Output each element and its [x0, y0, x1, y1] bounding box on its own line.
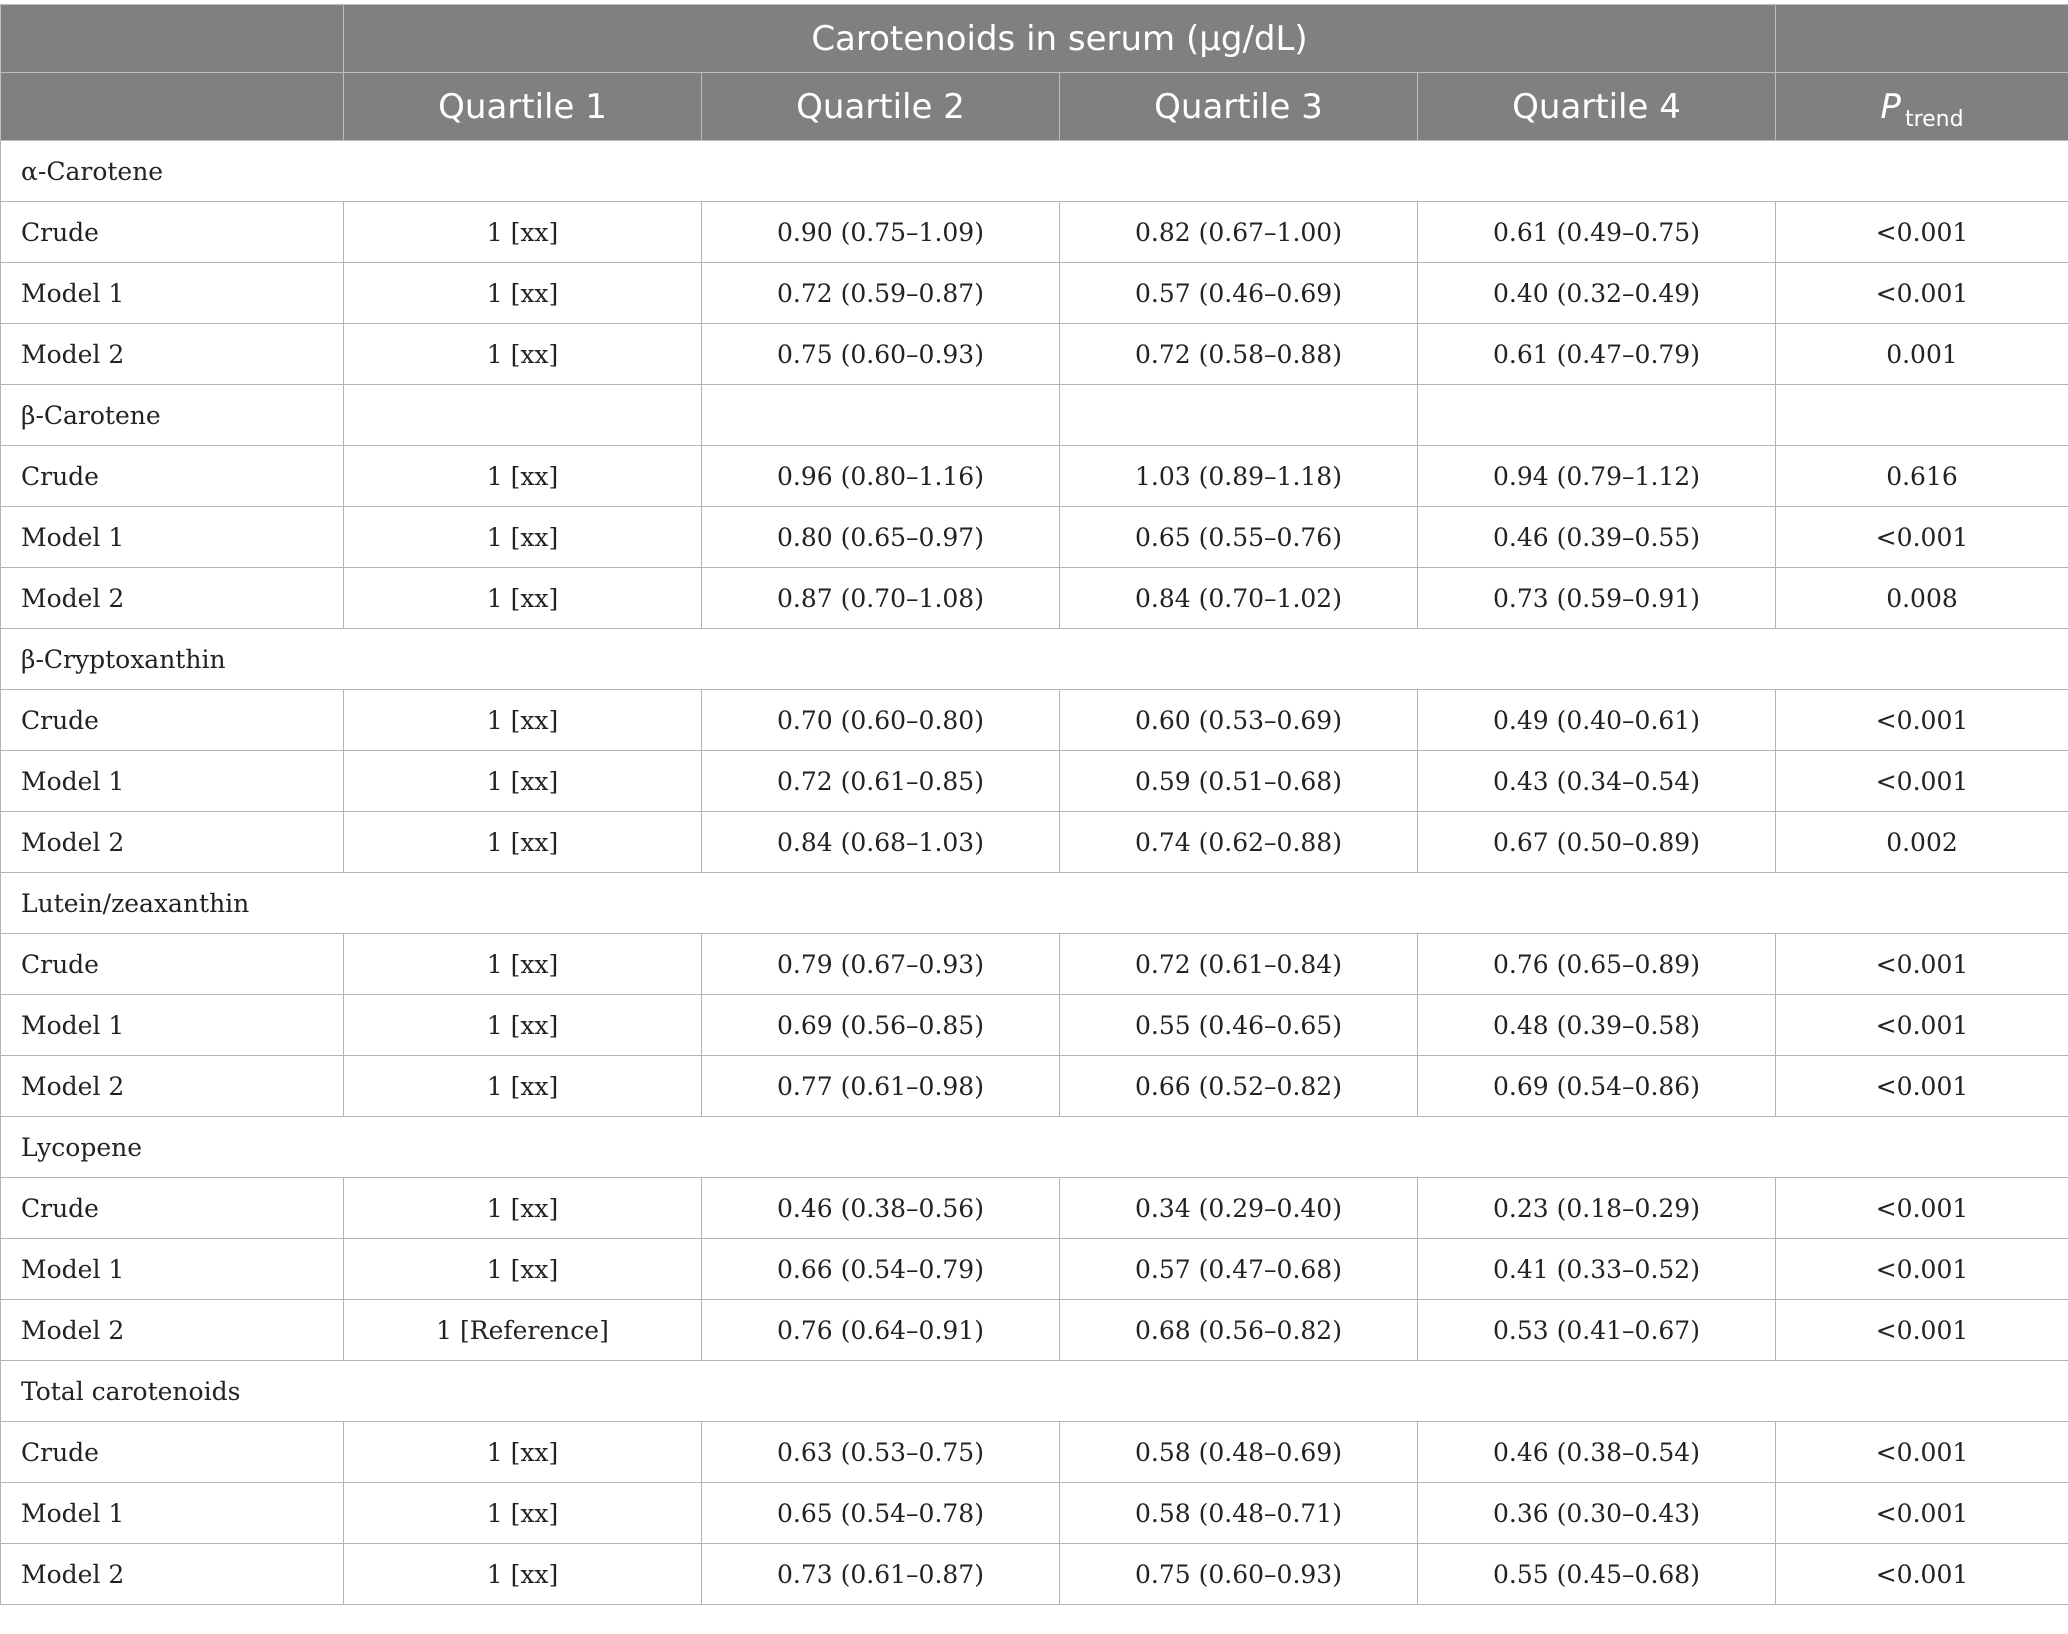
p-trend-cell: <0.001: [1776, 1056, 2068, 1117]
table-header: [1, 5, 2068, 141]
quartile-4-cell: 0.67 (0.50–0.89): [1418, 812, 1776, 873]
quartile-2-cell: 0.80 (0.65–0.97): [702, 507, 1060, 568]
quartile-2-cell: 0.46 (0.38–0.56): [702, 1178, 1060, 1239]
group-row: [1, 1117, 2068, 1178]
quartile-4-cell: 0.61 (0.49–0.75): [1418, 202, 1776, 263]
quartile-1-cell: 1 [xx]: [344, 202, 702, 263]
row-label: Model 2: [1, 812, 344, 873]
table-row: [1, 690, 2068, 751]
quartile-4-cell: 0.94 (0.79–1.12): [1418, 446, 1776, 507]
group-empty-cell: [1776, 385, 2068, 446]
quartile-1-cell: 1 [xx]: [344, 446, 702, 507]
row-label: Crude: [1, 934, 344, 995]
table-row: [1, 568, 2068, 629]
quartile-3-cell: 0.34 (0.29–0.40): [1060, 1178, 1418, 1239]
quartile-1-cell: 1 [xx]: [344, 1422, 702, 1483]
row-label: Crude: [1, 1178, 344, 1239]
table-row: [1, 324, 2068, 385]
header-blank-top-right: [1776, 5, 2068, 73]
table-row: [1, 1178, 2068, 1239]
quartile-1-cell: 1 [xx]: [344, 1239, 702, 1300]
quartile-3-cell: 1.03 (0.89–1.18): [1060, 446, 1418, 507]
quartile-4-cell: 0.46 (0.39–0.55): [1418, 507, 1776, 568]
row-label: Crude: [1, 1422, 344, 1483]
quartile-1-cell: 1 [xx]: [344, 1483, 702, 1544]
header-quartile-2: Quartile 2: [702, 73, 1060, 141]
p-trend-cell: <0.001: [1776, 1178, 2068, 1239]
quartile-4-cell: 0.36 (0.30–0.43): [1418, 1483, 1776, 1544]
row-label: Model 1: [1, 995, 344, 1056]
quartile-3-cell: 0.72 (0.58–0.88): [1060, 324, 1418, 385]
group-row: [1, 629, 2068, 690]
quartile-1-cell: 1 [Reference]: [344, 1300, 702, 1361]
table-row: [1, 1300, 2068, 1361]
header-row-span: [1, 5, 2068, 73]
quartile-2-cell: 0.77 (0.61–0.98): [702, 1056, 1060, 1117]
quartile-2-cell: 0.84 (0.68–1.03): [702, 812, 1060, 873]
quartile-4-cell: 0.61 (0.47–0.79): [1418, 324, 1776, 385]
table-row: [1, 812, 2068, 873]
group-label: α-Carotene: [1, 141, 2068, 202]
group-row: [1, 141, 2068, 202]
table-body: [1, 141, 2068, 1605]
header-row-columns: [1, 73, 2068, 141]
results-table-container: [0, 4, 2068, 1605]
row-label: Model 2: [1, 1544, 344, 1605]
quartile-2-cell: 0.90 (0.75–1.09): [702, 202, 1060, 263]
p-trend-cell: <0.001: [1776, 751, 2068, 812]
group-label: Lycopene: [1, 1117, 2068, 1178]
p-trend-cell: <0.001: [1776, 507, 2068, 568]
header-corner-bottom: [1, 73, 344, 141]
quartile-1-cell: 1 [xx]: [344, 263, 702, 324]
quartile-4-cell: 0.55 (0.45–0.68): [1418, 1544, 1776, 1605]
p-trend-cell: 0.008: [1776, 568, 2068, 629]
quartile-1-cell: 1 [xx]: [344, 1056, 702, 1117]
p-trend-cell: <0.001: [1776, 934, 2068, 995]
quartile-3-cell: 0.74 (0.62–0.88): [1060, 812, 1418, 873]
quartile-1-cell: 1 [xx]: [344, 690, 702, 751]
table-row: [1, 1483, 2068, 1544]
quartile-3-cell: 0.84 (0.70–1.02): [1060, 568, 1418, 629]
p-trend-cell: <0.001: [1776, 995, 2068, 1056]
quartile-3-cell: 0.57 (0.46–0.69): [1060, 263, 1418, 324]
quartile-1-cell: 1 [xx]: [344, 1544, 702, 1605]
table-row: [1, 1239, 2068, 1300]
p-trend-cell: <0.001: [1776, 1300, 2068, 1361]
table-row: [1, 995, 2068, 1056]
quartile-4-cell: 0.40 (0.32–0.49): [1418, 263, 1776, 324]
quartile-4-cell: 0.41 (0.33–0.52): [1418, 1239, 1776, 1300]
quartile-3-cell: 0.75 (0.60–0.93): [1060, 1544, 1418, 1605]
row-label: Model 1: [1, 1239, 344, 1300]
quartile-3-cell: 0.65 (0.55–0.76): [1060, 507, 1418, 568]
row-label: Model 2: [1, 568, 344, 629]
quartile-2-cell: 0.72 (0.59–0.87): [702, 263, 1060, 324]
quartile-2-cell: 0.79 (0.67–0.93): [702, 934, 1060, 995]
row-label: Model 1: [1, 1483, 344, 1544]
header-corner-top: [1, 5, 344, 73]
table-row: [1, 446, 2068, 507]
quartile-2-cell: 0.69 (0.56–0.85): [702, 995, 1060, 1056]
quartile-2-cell: 0.87 (0.70–1.08): [702, 568, 1060, 629]
quartile-3-cell: 0.58 (0.48–0.69): [1060, 1422, 1418, 1483]
quartile-2-cell: 0.96 (0.80–1.16): [702, 446, 1060, 507]
group-label: Lutein/zeaxanthin: [1, 873, 2068, 934]
quartile-4-cell: 0.46 (0.38–0.54): [1418, 1422, 1776, 1483]
table-row: [1, 934, 2068, 995]
row-label: Model 1: [1, 507, 344, 568]
quartile-1-cell: 1 [xx]: [344, 995, 702, 1056]
p-trend-cell: <0.001: [1776, 1422, 2068, 1483]
group-empty-cell: [344, 385, 702, 446]
p-trend-cell: <0.001: [1776, 202, 2068, 263]
quartile-1-cell: 1 [xx]: [344, 324, 702, 385]
quartile-4-cell: 0.43 (0.34–0.54): [1418, 751, 1776, 812]
quartile-1-cell: 1 [xx]: [344, 751, 702, 812]
table-row: [1, 1056, 2068, 1117]
header-span-title: Carotenoids in serum (μg/dL): [344, 5, 1776, 73]
header-p-trend-subscript: trend: [1904, 106, 1964, 132]
group-label: β-Carotene: [1, 385, 344, 446]
quartile-3-cell: 0.57 (0.47–0.68): [1060, 1239, 1418, 1300]
table-row: [1, 751, 2068, 812]
group-empty-cell: [1060, 385, 1418, 446]
quartile-3-cell: 0.60 (0.53–0.69): [1060, 690, 1418, 751]
quartile-3-cell: 0.68 (0.56–0.82): [1060, 1300, 1418, 1361]
quartile-4-cell: 0.48 (0.39–0.58): [1418, 995, 1776, 1056]
quartile-4-cell: 0.76 (0.65–0.89): [1418, 934, 1776, 995]
quartile-1-cell: 1 [xx]: [344, 812, 702, 873]
row-label: Model 1: [1, 263, 344, 324]
quartile-3-cell: 0.82 (0.67–1.00): [1060, 202, 1418, 263]
header-quartile-1: Quartile 1: [344, 73, 702, 141]
quartile-4-cell: 0.49 (0.40–0.61): [1418, 690, 1776, 751]
p-trend-cell: <0.001: [1776, 1239, 2068, 1300]
p-trend-cell: 0.001: [1776, 324, 2068, 385]
header-quartile-4: Quartile 4: [1418, 73, 1776, 141]
quartile-2-cell: 0.75 (0.60–0.93): [702, 324, 1060, 385]
p-trend-cell: <0.001: [1776, 1483, 2068, 1544]
quartile-3-cell: 0.59 (0.51–0.68): [1060, 751, 1418, 812]
quartile-1-cell: 1 [xx]: [344, 1178, 702, 1239]
table-row: [1, 507, 2068, 568]
group-label: Total carotenoids: [1, 1361, 2068, 1422]
row-label: Model 2: [1, 1300, 344, 1361]
quartile-2-cell: 0.63 (0.53–0.75): [702, 1422, 1060, 1483]
group-empty-cell: [1418, 385, 1776, 446]
group-row: [1, 873, 2068, 934]
row-label: Model 2: [1, 324, 344, 385]
quartile-2-cell: 0.76 (0.64–0.91): [702, 1300, 1060, 1361]
table-row: [1, 202, 2068, 263]
group-row: [1, 385, 2068, 446]
table-row: [1, 263, 2068, 324]
quartile-2-cell: 0.73 (0.61–0.87): [702, 1544, 1060, 1605]
row-label: Model 2: [1, 1056, 344, 1117]
quartile-3-cell: 0.66 (0.52–0.82): [1060, 1056, 1418, 1117]
header-p-trend-p: P: [1880, 86, 1901, 127]
p-trend-cell: <0.001: [1776, 1544, 2068, 1605]
quartile-2-cell: 0.72 (0.61–0.85): [702, 751, 1060, 812]
row-label: Crude: [1, 690, 344, 751]
table-row: [1, 1422, 2068, 1483]
p-trend-cell: 0.002: [1776, 812, 2068, 873]
quartile-4-cell: 0.69 (0.54–0.86): [1418, 1056, 1776, 1117]
quartile-4-cell: 0.23 (0.18–0.29): [1418, 1178, 1776, 1239]
quartile-3-cell: 0.58 (0.48–0.71): [1060, 1483, 1418, 1544]
row-label: Crude: [1, 202, 344, 263]
quartile-1-cell: 1 [xx]: [344, 568, 702, 629]
quartile-3-cell: 0.72 (0.61–0.84): [1060, 934, 1418, 995]
quartile-1-cell: 1 [xx]: [344, 507, 702, 568]
group-empty-cell: [702, 385, 1060, 446]
header-p-trend: [1776, 73, 2068, 141]
p-trend-cell: <0.001: [1776, 690, 2068, 751]
header-quartile-3: Quartile 3: [1060, 73, 1418, 141]
quartile-3-cell: 0.55 (0.46–0.65): [1060, 995, 1418, 1056]
row-label: Crude: [1, 446, 344, 507]
quartile-4-cell: 0.73 (0.59–0.91): [1418, 568, 1776, 629]
quartile-2-cell: 0.65 (0.54–0.78): [702, 1483, 1060, 1544]
group-row: [1, 1361, 2068, 1422]
row-label: Model 1: [1, 751, 344, 812]
table-row: [1, 1544, 2068, 1605]
quartile-2-cell: 0.66 (0.54–0.79): [702, 1239, 1060, 1300]
group-label: β-Cryptoxanthin: [1, 629, 2068, 690]
carotenoids-table: [0, 4, 2068, 1605]
quartile-1-cell: 1 [xx]: [344, 934, 702, 995]
p-trend-cell: <0.001: [1776, 263, 2068, 324]
quartile-2-cell: 0.70 (0.60–0.80): [702, 690, 1060, 751]
quartile-4-cell: 0.53 (0.41–0.67): [1418, 1300, 1776, 1361]
p-trend-cell: 0.616: [1776, 446, 2068, 507]
